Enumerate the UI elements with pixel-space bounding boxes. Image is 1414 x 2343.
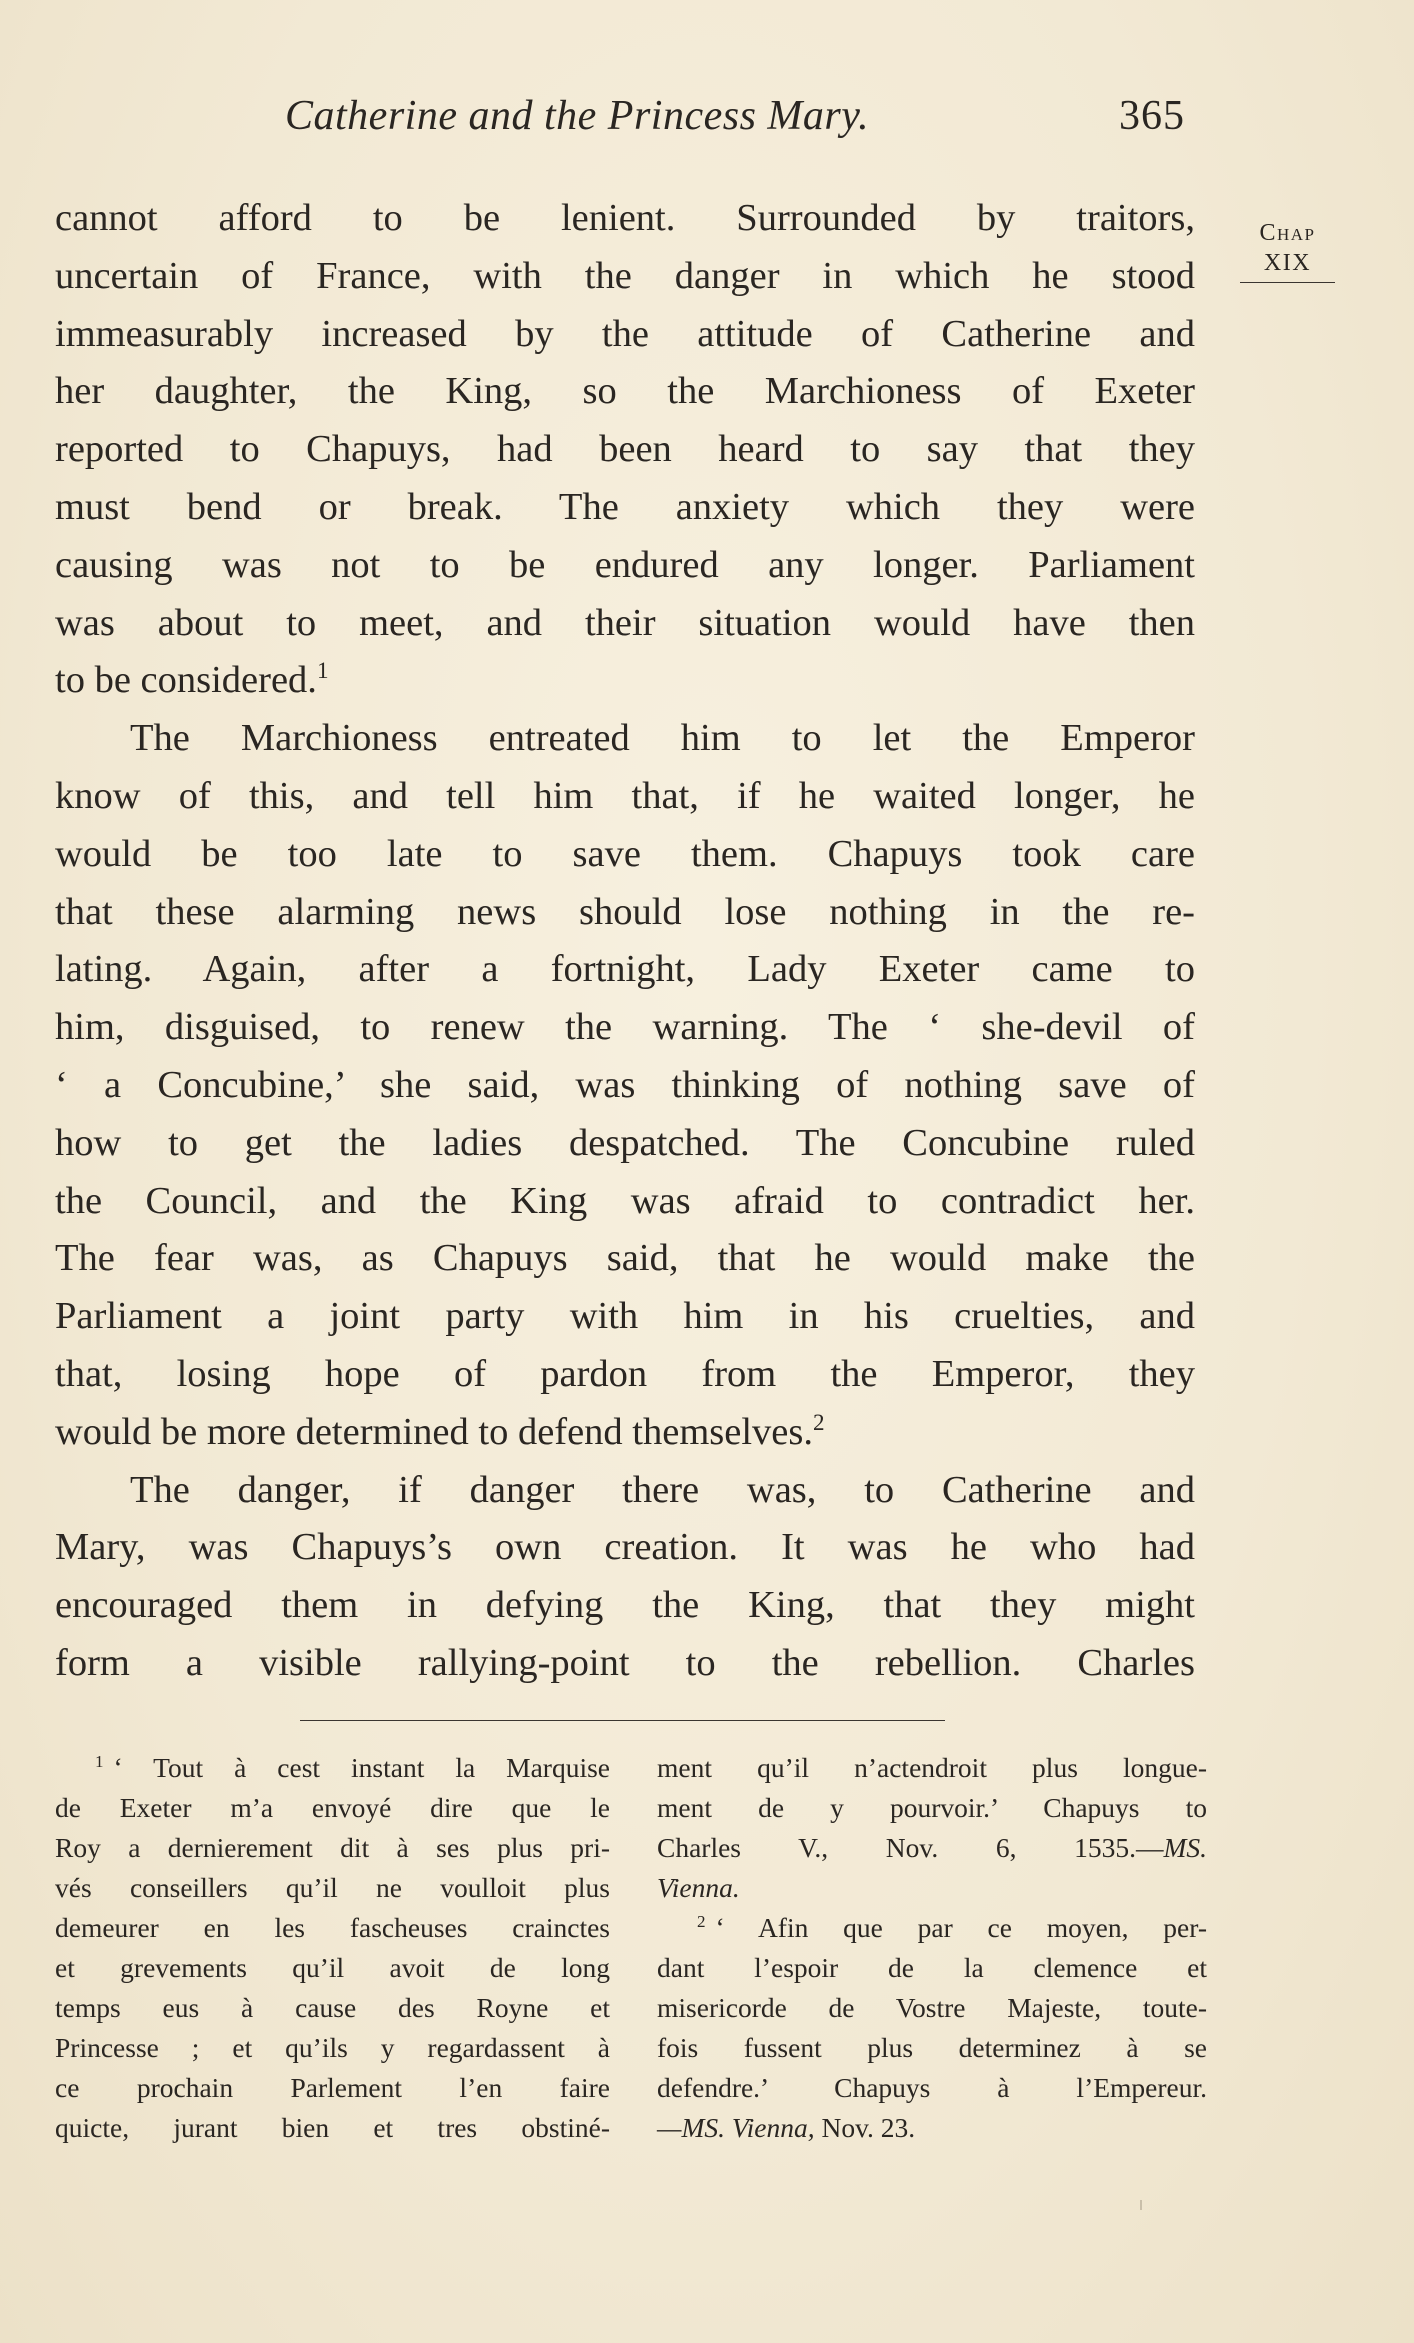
body-line — [55, 652, 1195, 710]
footnote-source-ms: —MS. Vienna, — [657, 2112, 815, 2143]
footnote-line — [657, 2108, 1207, 2148]
footnote-line: quicte, jurant bien et tres obstiné- — [55, 2112, 610, 2143]
body-line: must bend or break. The anxiety which they were — [55, 485, 1195, 528]
body-line: immeasurably increased by the attitude of Catherine and — [55, 312, 1195, 355]
paper-speck — [1140, 2200, 1142, 2210]
body-line: encouraged them in defying the King, that they might — [55, 1584, 1195, 1627]
body-line: The fear was, as Chapuys said, that he would make the — [55, 1237, 1195, 1280]
body-line: her daughter, the King, so the Marchioness of Exeter — [55, 370, 1195, 413]
footnote-line: misericorde de Vostre Majeste, toute- — [657, 1992, 1207, 2023]
body-line: know of this, and tell him that, if he waited longer, he — [55, 774, 1195, 817]
footnote-line: dant l’espoir de la clemence et — [657, 1952, 1207, 1983]
body-line: how to get the ladies despatched. The Concubine ruled — [55, 1121, 1195, 1164]
footnote-source-vienna: Vienna. — [657, 1872, 740, 1903]
body-line: Parliament a joint party with him in his cruelties, and — [55, 1295, 1195, 1338]
footnote-line: fois fussent plus determinez à se — [657, 2032, 1207, 2063]
footnote-line: Roy a dernierement dit à ses plus pri- — [55, 1832, 610, 1863]
running-title: Catherine and the Princess Mary. — [285, 93, 870, 139]
body-line: The danger, if danger there was, to Catherine and — [130, 1468, 1195, 1511]
body-line: Mary, was Chapuys’s own creation. It was he who had — [55, 1526, 1195, 1569]
footnote-line: ment qu’il n’actendroit plus longue- — [657, 1752, 1207, 1783]
footnote-line: et grevements qu’il avoit de long — [55, 1952, 610, 1983]
footnote-column-right — [657, 1748, 1207, 2148]
footnote-line: defendre.’ Chapuys à l’Empereur. — [657, 2072, 1207, 2103]
footnote-line: ment de y pourvoir.’ Chapuys to — [657, 1792, 1207, 1823]
body-line: lating. Again, after a fortnight, Lady Exeter came to — [55, 948, 1195, 991]
body-line: cannot afford to be lenient. Surrounded by traitors, — [55, 197, 1195, 239]
footnote-line: vés conseillers qu’il ne voulloit plus — [55, 1872, 610, 1903]
running-head — [285, 92, 1185, 152]
body-line: uncertain of France, with the danger in which he stood — [55, 254, 1195, 297]
body-line: The Marchioness entreated him to let the Emperor — [130, 717, 1195, 760]
body-line: ‘ a Concubine,’ she said, was thinking of nothing save of — [55, 1063, 1195, 1106]
footnote-line — [55, 1748, 610, 1788]
body-line — [55, 1404, 1195, 1462]
body-line: reported to Chapuys, had been heard to say that they — [55, 428, 1195, 471]
body-line: would be too late to save them. Chapuys took care — [55, 832, 1195, 875]
body-line: was about to meet, and their situation would have then — [55, 601, 1195, 644]
footnote-line-text: ‘ Tout à cest instant la Marquise — [113, 1752, 610, 1783]
footnote-column-left — [55, 1748, 610, 2148]
footnote-mark: 2 — [697, 1911, 706, 1931]
body-line: causing was not to be endured any longer. Parliament — [55, 543, 1195, 586]
body-text — [55, 190, 1195, 1693]
footnote-line: demeurer en les fascheuses crainctes — [55, 1912, 610, 1943]
footnote-line: de Exeter m’a envoyé dire que le — [55, 1792, 610, 1823]
footnote-line-text: ‘ Afin que par ce moyen, per- — [715, 1912, 1207, 1943]
page-number: 365 — [1119, 93, 1185, 139]
footnote-line — [657, 1908, 1207, 1948]
body-line: that these alarming news should lose nothing in the re- — [55, 890, 1195, 933]
body-line: form a visible rallying-point to the rebellion. Charles — [55, 1641, 1195, 1684]
body-line-text: to be considered. — [55, 659, 317, 702]
footnote-source-ms: MS. — [1163, 1832, 1207, 1863]
footnote-ref: 1 — [316, 657, 329, 684]
footnote-line: Princesse ; et qu’ils y regardassent à — [55, 2032, 610, 2063]
body-line: the Council, and the King was afraid to contradict her. — [55, 1179, 1195, 1222]
body-line-text: would be more determined to defend themselves. — [55, 1410, 814, 1453]
footnote-source-date: Nov. 23. — [814, 2112, 916, 2143]
footnote-mark: 1 — [95, 1751, 104, 1771]
chapter-margin-note — [1240, 218, 1335, 283]
body-line: him, disguised, to renew the warning. The ‘ she-devil of — [55, 1006, 1195, 1049]
footnote-line — [657, 1828, 1207, 1868]
chapter-number: XIX — [1240, 248, 1335, 283]
footnote-ref: 2 — [813, 1408, 825, 1435]
body-line: that, losing hope of pardon from the Emperor, they — [55, 1352, 1195, 1395]
footnote-line-text: Charles V., Nov. 6, 1535.— — [657, 1832, 1164, 1863]
footnote-divider — [300, 1720, 945, 1721]
footnote-line: temps eus à cause des Royne et — [55, 1992, 610, 2023]
chapter-label: Chap — [1259, 220, 1316, 246]
footnote-line: ce prochain Parlement l’en faire — [55, 2072, 610, 2103]
